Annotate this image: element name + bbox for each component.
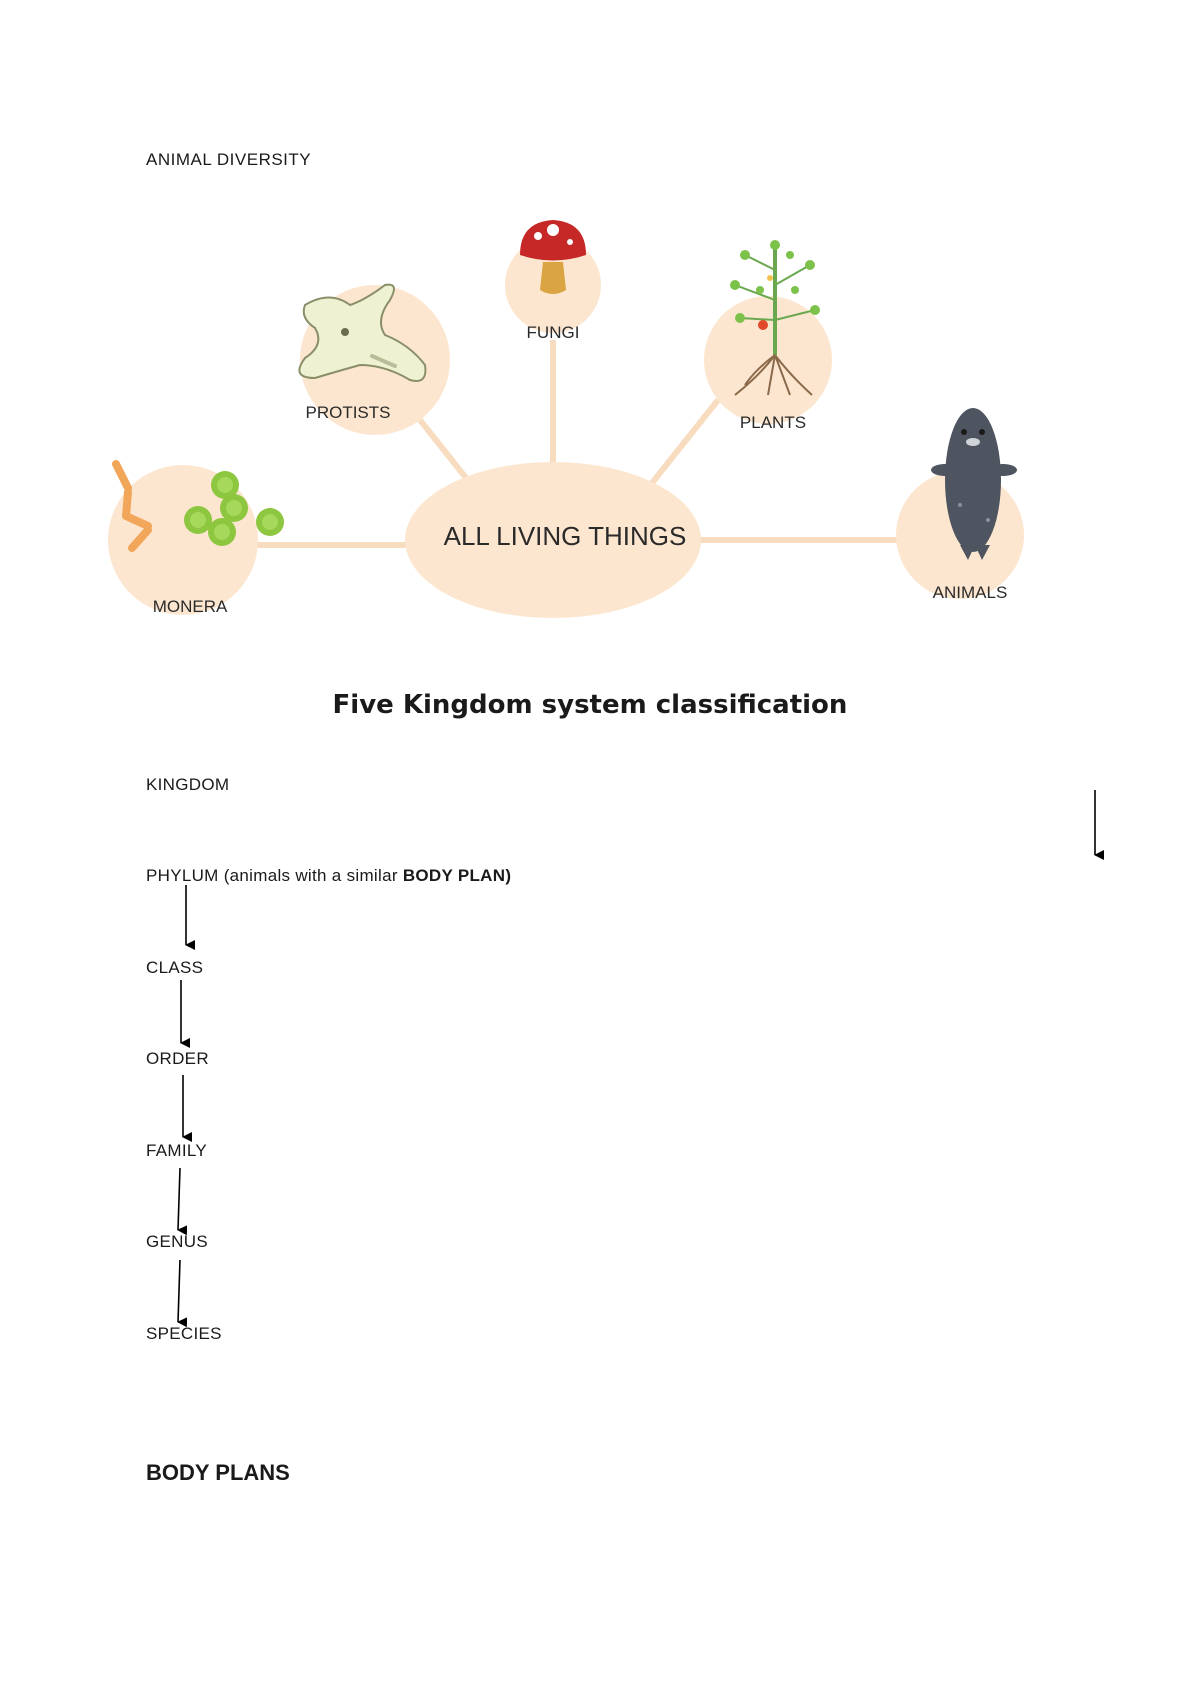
level-class: CLASS — [146, 958, 204, 977]
arrow-family-genus — [178, 1168, 180, 1230]
monera-label: MONERA — [152, 597, 228, 616]
phylum-note: (animals with a similar — [223, 866, 403, 885]
protists-label: PROTISTS — [305, 403, 391, 422]
animals-label: ANIMALS — [932, 583, 1008, 602]
plants-label: PLANTS — [739, 413, 807, 432]
document-title: ANIMAL DIVERSITY — [146, 150, 312, 169]
level-kingdom: KINGDOM — [146, 775, 230, 794]
phylum-label: PHYLUM — [146, 866, 219, 885]
section-heading: BODY PLANS — [146, 1460, 290, 1485]
fungi-label: FUNGI — [526, 323, 580, 342]
level-order: ORDER — [146, 1049, 209, 1068]
level-species: SPECIES — [146, 1324, 222, 1343]
figure-caption: Five Kingdom system classification — [332, 690, 848, 720]
level-family: FAMILY — [146, 1141, 208, 1160]
arrow-genus-species — [178, 1260, 180, 1322]
center-label: ALL LIVING THINGS — [443, 521, 687, 551]
phylum-note-bold: BODY PLAN) — [402, 866, 512, 885]
level-genus: GENUS — [146, 1232, 208, 1251]
